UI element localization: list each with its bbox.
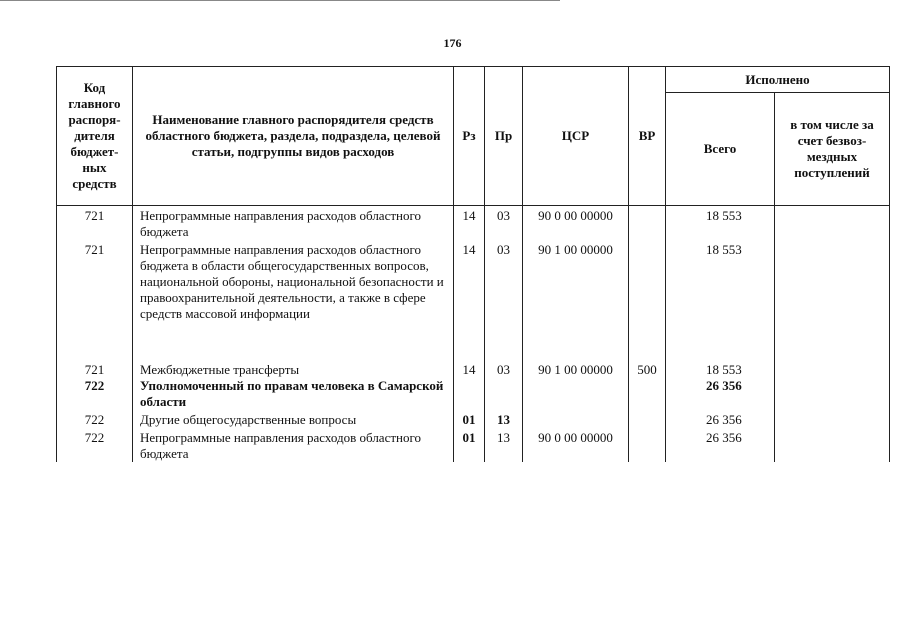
cell-total: 26 356 [666,430,775,462]
table-row [57,430,890,462]
cell-vr [629,208,666,240]
cell-csr: 90 1 00 00000 [523,242,629,322]
cell-rz: 01 [454,430,485,462]
cell-pr: 03 [485,242,523,322]
cell-free [775,208,890,240]
cell-csr: 90 1 00 00000 [523,362,629,378]
cell-free [775,242,890,322]
cell-rz: 14 [454,242,485,322]
header-free: в том числе за счет безвоз-мездных поступлений [775,93,890,206]
header-csr: ЦСР [523,67,629,206]
cell-pr: 03 [485,208,523,240]
cell-name: Непрограммные направления расходов областного бюджета [133,208,454,240]
cell-csr [523,412,629,428]
cell-free [775,362,890,378]
cell-code: 722 [57,412,133,428]
cell-total: 18 553 [666,362,775,378]
cell-total: 26 356 [666,412,775,428]
cell-name: Непрограммные направления расходов областного бюджета в области общегосударственных вопросов, национальной обороны, национальной безопасности и правоохранительной деятельности, а также в сфере средств массовой информации [133,242,454,322]
table-row [57,208,890,240]
cell-rz: 14 [454,208,485,240]
header-executed: Исполнено [666,67,890,93]
cell-pr: 03 [485,362,523,378]
cell-pr: 13 [485,430,523,462]
cell-code: 722 [57,378,133,410]
cell-vr [629,412,666,428]
cell-code: 721 [57,242,133,322]
cell-name: Другие общегосударственные вопросы [133,412,454,428]
cell-free [775,378,890,410]
header-total: Всего [666,93,775,206]
cell-name: Непрограммные направления расходов областного бюджета [133,430,454,462]
cell-vr [629,242,666,322]
cell-rz: 01 [454,412,485,428]
page-number: 176 [443,36,462,50]
cell-code: 721 [57,362,133,378]
table-header [57,67,890,206]
cell-csr [523,378,629,410]
header-code: Код главного распоря-дителя бюджет-ных средств [57,67,133,206]
table-row [57,412,890,428]
header-name: Наименование главного распорядителя средств областного бюджета, раздела, подраздела, целевой статьи, подгруппы видов расходов [133,67,454,206]
cell-pr [485,378,523,410]
cell-vr [629,430,666,462]
header-pr: Пр [485,67,523,206]
cell-vr [629,378,666,410]
table-row [57,378,890,410]
cell-free [775,412,890,428]
cell-total: 26 356 [666,378,775,410]
table-row [57,242,890,322]
cell-rz: 14 [454,362,485,378]
cell-vr: 500 [629,362,666,378]
header-vr: ВР [629,67,666,206]
cell-csr: 90 0 00 00000 [523,208,629,240]
cell-total: 18 553 [666,242,775,322]
top-scan-rule [0,0,560,1]
cell-code: 721 [57,208,133,240]
cell-rz [454,378,485,410]
header-rz: Рз [454,67,485,206]
cell-code: 722 [57,430,133,462]
budget-table [56,66,890,462]
cell-pr: 13 [485,412,523,428]
table-body [57,206,890,463]
cell-name: Уполномоченный по правам человека в Самарской области [133,378,454,410]
cell-csr: 90 0 00 00000 [523,430,629,462]
cell-free [775,430,890,462]
cell-total: 18 553 [666,208,775,240]
cell-name: Межбюджетные трансферты [133,362,454,378]
table-row [57,362,890,378]
